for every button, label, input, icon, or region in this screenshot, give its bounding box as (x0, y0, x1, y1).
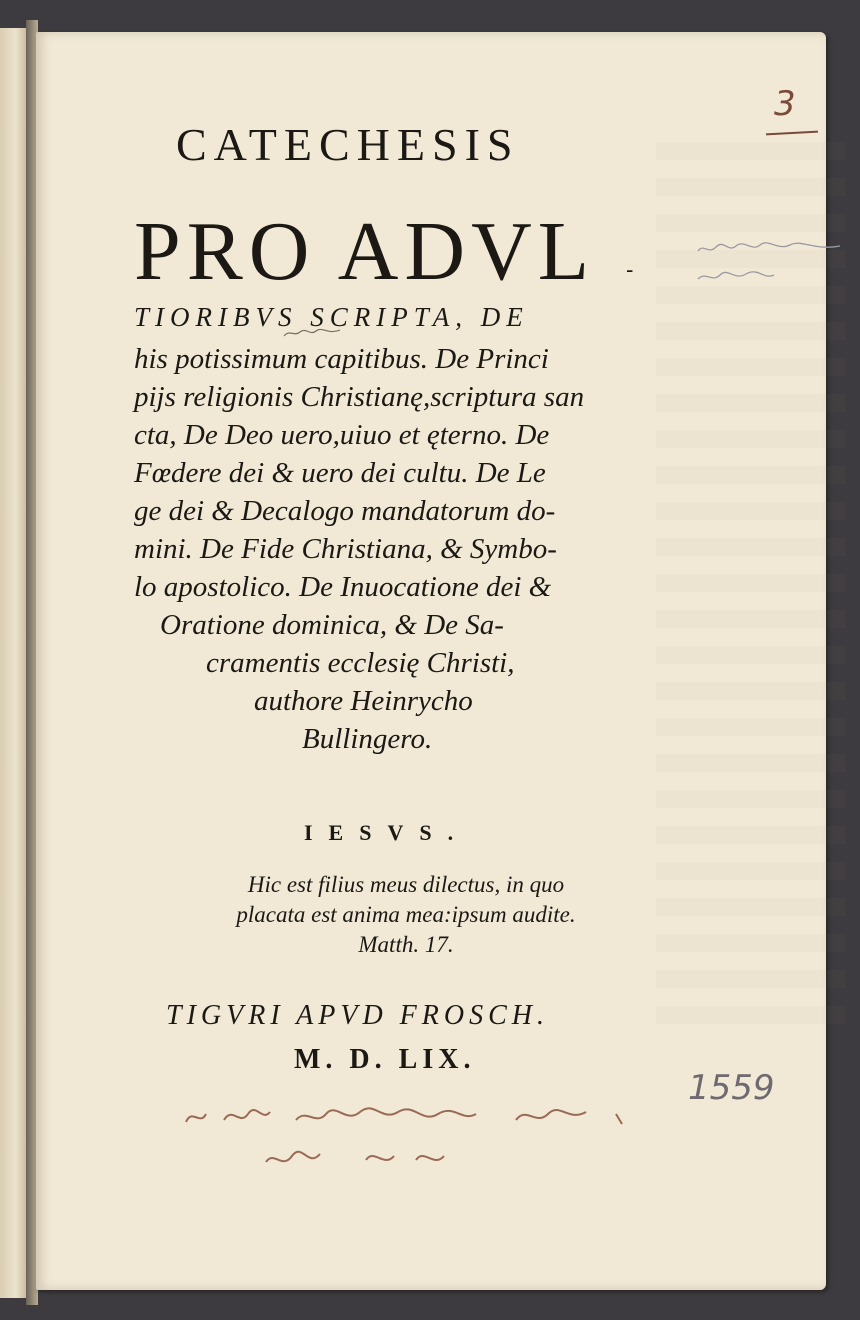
handwritten-provenance-note (176, 1092, 646, 1194)
imprint-date: M. D. LIX. (294, 1044, 476, 1075)
handwritten-margin-note (694, 237, 844, 305)
body-line: ge dei & Decalogo mandatorum do- (134, 495, 556, 527)
body-line: mini. De Fide Christiana, & Symbo- (134, 533, 557, 565)
body-line: Oratione dominica, & De Sa- (160, 609, 504, 641)
scripture-verse (186, 870, 626, 960)
verse-citation: Matth. 17. (358, 932, 454, 957)
body-line: authore Heinrycho (254, 685, 473, 717)
body-line: cramentis ecclesię Christi, (206, 647, 515, 679)
body-line: his potissimum capitibus. De Princi (134, 343, 549, 375)
body-line: pijs religionis Christianę,scriptura san (134, 381, 585, 413)
title-line-pro-advl: PRO ADVL (134, 205, 596, 298)
author-line: Bullingero. (302, 723, 433, 755)
title-line-catechesis: CATECHESIS (176, 119, 520, 170)
title-hyphen: - (626, 258, 634, 283)
body-line: lo apostolico. De Inuocatione dei & (134, 571, 552, 603)
handwritten-year: 1559 (688, 1068, 775, 1108)
handwritten-shelf-number: 3 (774, 84, 796, 124)
facing-page-edge (0, 28, 27, 1298)
verse-line: placata est anima mea:ipsum audite. (236, 902, 576, 927)
handwritten-underline (766, 131, 818, 136)
body-line: Fœdere dei & uero dei cultu. De Le (134, 457, 546, 489)
handwritten-interlinear-gloss (282, 327, 342, 342)
body-line: cta, De Deo uero,uiuo et ęterno. De (134, 419, 550, 451)
title-body (134, 340, 664, 758)
motto-iesus: IESVS. (304, 820, 470, 845)
title-line-capitals: TIORIBVS SCRIPTA, DE (134, 302, 529, 332)
imprint-place: TIGVRI APVD FROSCH. (166, 1000, 549, 1031)
verse-line: Hic est filius meus dilectus, in quo (247, 872, 565, 897)
title-page (36, 32, 826, 1290)
